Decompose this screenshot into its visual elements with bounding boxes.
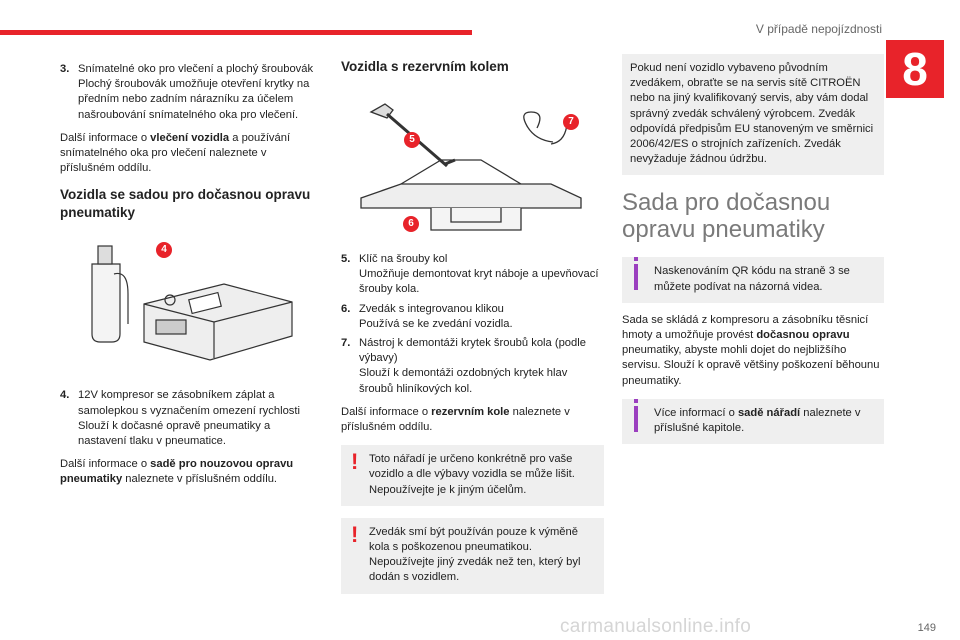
warning-icon: ! <box>351 521 359 547</box>
item-3: 3. Snímatelné oko pro vlečení a plochý šroubovák Plochý šroubovák umožňuje otevření krytky na předním nebo zadním nárazníku za účelem našroubování snímatelného oka pro vlečení. <box>60 63 314 121</box>
compressor-kit-icon <box>60 234 318 374</box>
info-box-qr: Naskenováním QR kódu na straně 3 se můžete podívat na názorná videa. <box>622 257 884 302</box>
item-4-desc: Slouží k dočasné opravě pneumatiky a nastavení tlaku v pneumatice. <box>78 419 271 448</box>
warning-box-tools: ! Toto nářadí je určeno konkrétně pro vaše vozidlo a dle výbavy vozidla se může lišit. Nepoužívejte je k jiným účelům. <box>341 445 604 506</box>
repair-kit-reference: Další informace o sadě pro nouzovou opravu pneumatiky naleznete v příslušném oddílu. <box>60 458 294 486</box>
repair-kit-description: Sada se skládá z kompresoru a zásobníku těsnicí hmoty a umožňuje provést dočasnou opravu pneumatiky, abyste mohli dojet do nejbližšího servisu. Slouží k opravě většiny poškození běhounu pneumatiky. <box>622 313 880 387</box>
column-right <box>622 54 884 454</box>
callout-4: 4 <box>156 242 172 258</box>
info-box-tools: Více informací o sadě nářadí naleznete v příslušné kapitole. <box>622 399 884 444</box>
section-heading-spare-wheel: Vozidla s rezervním kolem <box>341 59 509 74</box>
section-heading-temporary-repair: Sada pro dočasnou opravu pneumatiky <box>622 189 831 244</box>
item-4-title: 12V kompresor se zásobníkem záplat a samolepkou s vyznačením omezení rychlosti <box>78 389 300 417</box>
watermark: carmanualsonline.info <box>560 616 752 637</box>
page-number: 149 <box>917 622 936 634</box>
tools-illustration <box>341 88 604 238</box>
compressor-illustration <box>60 234 318 374</box>
item-4: 4. 12V kompresor se zásobníkem záplat a samolepkou s vyznačením omezení rychlosti Slouží k dočasné opravě pneumatiky a nastavení tlaku v pneumatice. <box>60 389 300 448</box>
item-5: 5. Klíč na šrouby kol Umožňuje demontovat kryt náboje a upevňovací šrouby kola. <box>341 253 599 296</box>
chapter-number: 8 <box>886 40 944 98</box>
info-icon <box>634 406 638 432</box>
section-heading-repair-kit: Vozidla se sadou pro dočasnou opravu pneumatiky <box>60 187 311 221</box>
callout-6: 6 <box>403 216 419 232</box>
jack-and-wrench-icon <box>341 88 604 238</box>
warning-box-jack: ! Zvedák smí být používán pouze k výměně kola s poškozenou pneumatikou. Nepoužívejte jiný zvedák než ten, který byl dodán s vozidlem. <box>341 518 604 594</box>
item-3-desc: Plochý šroubovák umožňuje otevření krytky na předním nebo zadním nárazníku za účelem našroubování snímatelného oka pro vlečení. <box>78 78 310 121</box>
callout-5: 5 <box>404 132 420 148</box>
column-left <box>60 62 318 498</box>
item-7: 7. Nástroj k demontáži krytek šroubů kola (podle výbavy) Slouží k demontáži ozdobných krytek hlav šroubů hliníkových kol. <box>341 337 586 395</box>
item-6: 6. Zvedák s integrovanou klikou Používá se ke zvedání vozidla. <box>341 302 513 330</box>
column-middle <box>341 59 604 604</box>
note-box-jack: Pokud není vozidlo vybaveno původním zvedákem, obraťte se na servis sítě CITROËN nebo na jiný kvalifikovaný servis, aby vám dodal správný zvedák schválený výrobcem. Zvedák odpovídá předpisům EU stanoveným ve směrnici 2006/42/ES o strojních zařízeních. Zvedák nevyžaduje žádnou údržbu. <box>622 54 884 175</box>
info-icon <box>634 264 638 290</box>
callout-7: 7 <box>563 114 579 130</box>
section-header: V případě nepojízdnosti <box>755 22 882 36</box>
item-3-title: Snímatelné oko pro vlečení a plochý šroubovák <box>78 63 314 75</box>
warning-icon: ! <box>351 449 359 475</box>
top-accent-bar <box>0 30 472 35</box>
spare-wheel-reference: Další informace o rezervním kole naleznete v příslušném oddílu. <box>341 405 570 434</box>
towing-reference: Další informace o vlečení vozidla a používání snímatelného oka pro vlečení naleznete v příslušném oddílu. <box>60 131 291 175</box>
